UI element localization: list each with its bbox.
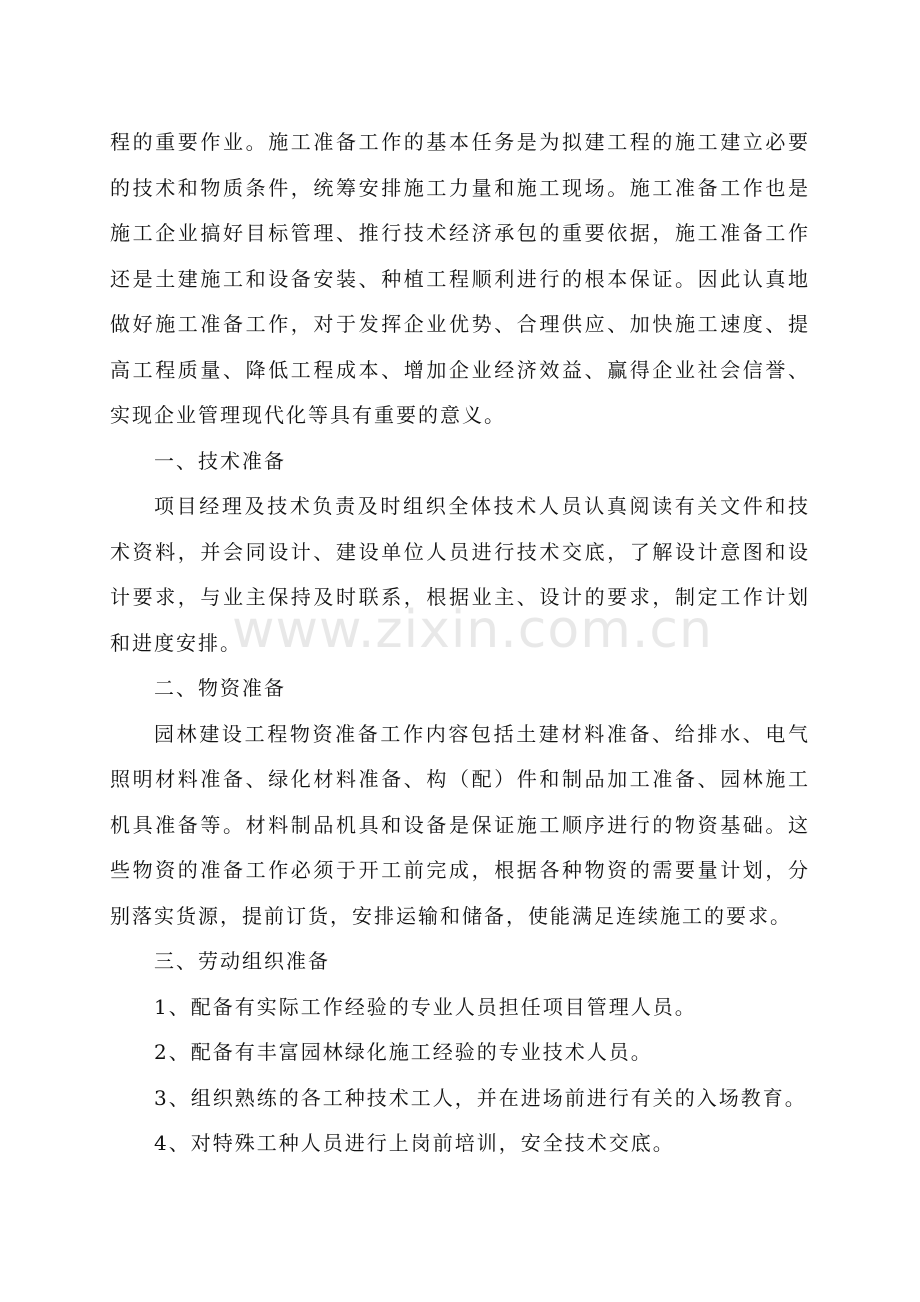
intro-paragraph: 程的重要作业。施工准备工作的基本任务是为拟建工程的施工建立必要的技术和物质条件，统筹安排施工力量和施工现场。施工准备工作也是施工企业搞好目标管理、推行技术经济承包的重要依据，施工准备工作还是土建施工和设备安装、种植工程顺利进行的根本保证。因此认真地做好施工准备工作，对于发挥企业优势、合理供应、加快施工速度、提高工程质量、降低工程成本、增加企业经济效益、赢得企业社会信誉、实现企业管理现代化等具有重要的意义。 [110, 130, 810, 427]
list-item: 3、组织熟练的各工种技术工人，并在进场前进行有关的入场教育。 [154, 1085, 807, 1110]
section-heading-labor: 三、劳动组织准备 [154, 949, 330, 973]
document-page [110, 120, 810, 1167]
section-heading-technical: 一、技术准备 [154, 448, 286, 473]
list-item: 2、配备有丰富园林绿化施工经验的专业技术人员。 [154, 1040, 653, 1064]
section-body-materials: 园林建设工程物资准备工作内容包括土建材料准备、给排水、电气照明材料准备、绿化材料准备、构（配）件和制品加工准备、园林施工机具准备等。材料制品机具和设备是保证施工顺序进行的物资基础。这些物资的准备工作必须于开工前完成，根据各种物资的需要量计划，分别落实货源，提前订货，安排运输和储备，使能满足连续施工的要求。 [110, 721, 810, 928]
watermark-text: www.zixin.com.cn [232, 600, 713, 660]
list-item: 1、配备有实际工作经验的专业人员担任项目管理人员。 [154, 994, 697, 1019]
list-item: 4、对特殊工种人员进行上岗前培训，安全技术交底。 [154, 1131, 675, 1155]
section-body-technical: 项目经理及技术负责及时组织全体技术人员认真阅读有关文件和技术资料，并会同设计、建设单位人员进行技术交底，了解设计意图和设计要求，与业主保持及时联系，根据业主、设计的要求，制定工作计划和进度安排。 [110, 494, 810, 655]
section-heading-materials: 二、物资准备 [154, 676, 286, 700]
